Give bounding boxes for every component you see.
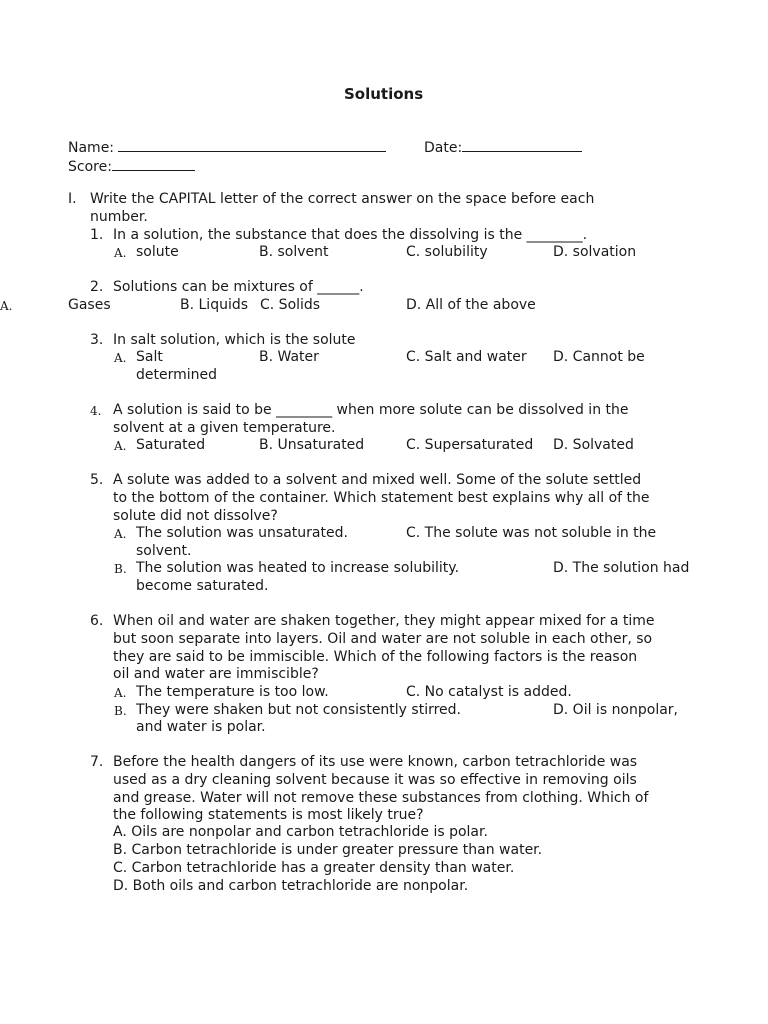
choice-b[interactable]: B. Carbon tetrachloride is under greater pressure than water. [113,842,543,858]
choice-d[interactable]: D. solvation [553,244,637,260]
date-blank[interactable] [462,137,582,152]
choice-c-continued: solvent. [136,543,192,559]
question-text: used as a dry cleaning solvent because it was so effective in removing oils [113,772,637,788]
choice-b[interactable]: B. Unsaturated [259,437,365,453]
choice-c[interactable]: C. solubility [406,244,488,260]
question-text: and grease. Water will not remove these substances from clothing. Which of [113,790,649,806]
choice-b[interactable]: The solution was heated to increase solubility. [136,560,460,576]
choice-d[interactable]: D. Both oils and carbon tetrachloride are nonpolar. [113,878,469,894]
score-label: Score: [68,159,112,175]
choice-d[interactable]: D. Solvated [553,437,634,453]
choice-b[interactable]: B. solvent [259,244,329,260]
question-text: A solution is said to be ________ when more solute can be dissolved in the [113,402,629,418]
choice-d-continued: become saturated. [136,578,269,594]
score-blank[interactable] [112,156,195,171]
choice-a[interactable]: solute [136,244,179,260]
question-text: they are said to be immiscible. Which of the following factors is the reason [113,649,638,665]
choice-c[interactable]: C. The solute was not soluble in the [406,525,657,541]
choice-letter: B. [114,704,127,718]
question-text: In salt solution, which is the solute [113,332,356,348]
name-label: Name: [68,140,115,156]
choice-a[interactable]: Saturated [136,437,206,453]
question-text: Before the health dangers of its use were known, carbon tetrachloride was [113,754,638,770]
choice-letter: A. [114,246,127,260]
question-number: 7. [90,754,104,770]
question-number: 4. [90,404,102,418]
choice-b[interactable]: B. Water [259,349,319,365]
name-blank[interactable] [118,137,386,152]
name-field[interactable] [68,137,386,157]
question-number: 1. [90,227,104,243]
question-text: A solute was added to a solvent and mixed well. Some of the solute settled [113,472,642,488]
choice-a[interactable]: The solution was unsaturated. [136,525,348,541]
choice-letter: A. [114,527,127,541]
choice-letter: A. [0,299,13,313]
choice-c[interactable]: C. Solids [260,297,321,313]
choice-c[interactable]: C. No catalyst is added. [406,684,572,700]
question-text: Solutions can be mixtures of ______. [113,279,364,295]
choice-letter: B. [114,562,127,576]
choice-d[interactable]: D. The solution had [553,560,690,576]
section-numeral: I. [68,191,77,207]
choice-a[interactable]: The temperature is too low. [136,684,329,700]
question-text: When oil and water are shaken together, they might appear mixed for a time [113,613,655,629]
question-text: In a solution, the substance that does the dissolving is the ________. [113,227,588,243]
choice-c[interactable]: C. Salt and water [406,349,527,365]
choice-c[interactable]: C. Supersaturated [406,437,534,453]
choice-a[interactable]: Salt [136,349,163,365]
choice-a[interactable]: Gases [68,297,111,313]
choice-d-continued: determined [136,367,218,383]
choice-letter: A. [114,351,127,365]
choice-c[interactable]: C. Carbon tetrachloride has a greater density than water. [113,860,515,876]
question-text: but soon separate into layers. Oil and water are not soluble in each other, so [113,631,653,647]
score-field[interactable] [68,156,195,176]
date-label: Date: [424,140,463,156]
choice-a[interactable]: A. Oils are nonpolar and carbon tetrachloride is polar. [113,824,488,840]
choice-d[interactable]: D. All of the above [406,297,536,313]
choice-d[interactable]: D. Cannot be [553,349,645,365]
question-text: solute did not dissolve? [113,508,278,524]
question-text: oil and water are immiscible? [113,666,319,682]
question-text: solvent at a given temperature. [113,420,336,436]
choice-d-continued: and water is polar. [136,719,266,735]
question-number: 6. [90,613,104,629]
question-number: 5. [90,472,104,488]
question-number: 2. [90,279,104,295]
choice-b[interactable]: They were shaken but not consistently stirred. [136,702,462,718]
instruction-line: Write the CAPITAL letter of the correct answer on the space before each [90,191,595,207]
question-number: 3. [90,332,104,348]
question-text: to the bottom of the container. Which statement best explains why all of the [113,490,650,506]
choice-letter: A. [114,686,127,700]
choice-d[interactable]: D. Oil is nonpolar, [553,702,679,718]
page-title: Solutions [344,85,424,103]
choice-letter: A. [114,439,127,453]
question-text: the following statements is most likely true? [113,807,424,823]
date-field[interactable] [424,137,582,157]
choice-b[interactable]: B. Liquids [180,297,249,313]
instruction-line: number. [90,209,148,225]
